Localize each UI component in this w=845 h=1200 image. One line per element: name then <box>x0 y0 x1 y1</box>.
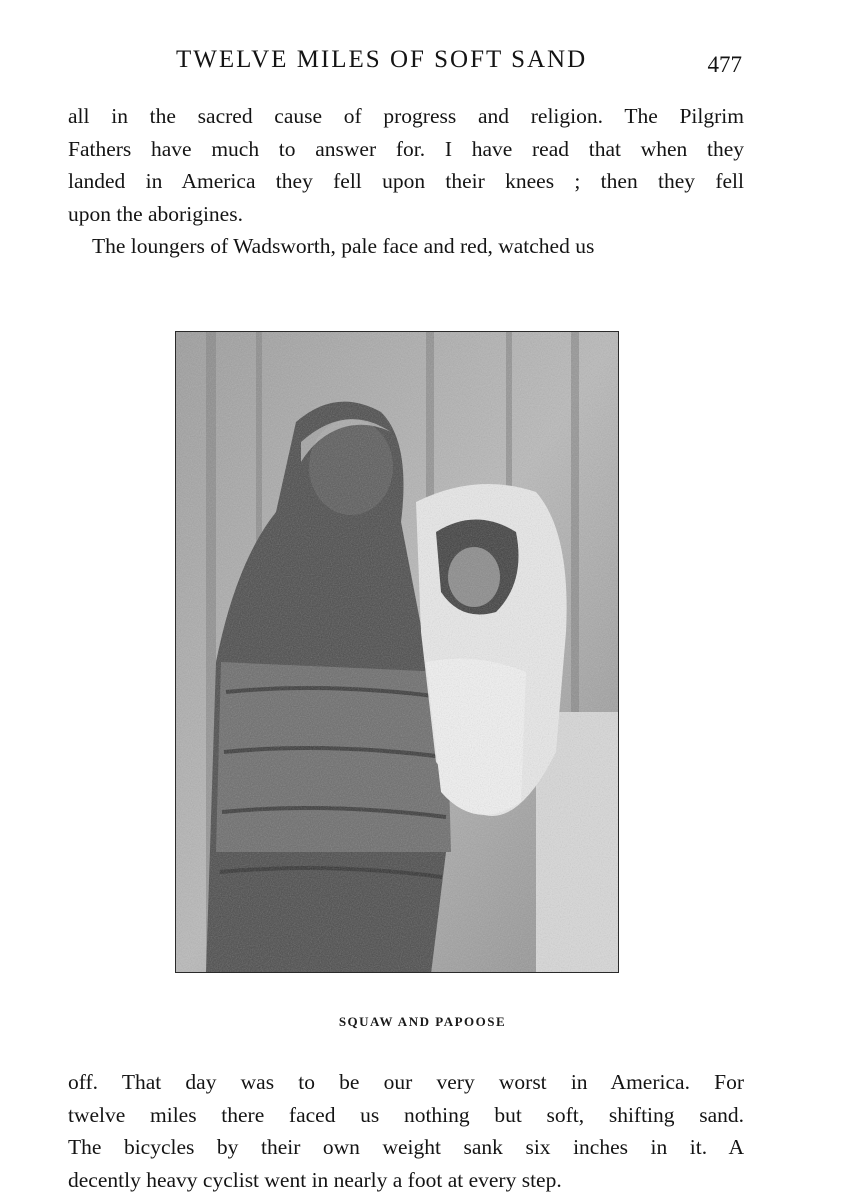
text-line: all in the sacred cause of progress and religion. The Pilgrim <box>68 104 744 128</box>
text-line: off. That day was to be our very worst in America. For <box>68 1070 744 1094</box>
text-line: twelve miles there faced us nothing but soft, shifting sand. <box>68 1102 744 1127</box>
page-number: 477 <box>707 52 742 77</box>
text-line: landed in America they fell upon their knees ; then they fell <box>68 169 744 193</box>
photograph-image <box>176 332 619 973</box>
figure-caption: SQUAW AND PAPOOSE <box>338 1014 507 1029</box>
running-title: TWELVE MILES OF SOFT SAND <box>176 46 588 73</box>
text-line: decently heavy cyclist went in nearly a foot at every step. <box>68 1167 562 1192</box>
text-line: Fathers have much to answer for. I have read that when they <box>68 136 744 161</box>
page-header <box>70 46 750 86</box>
text-line: The loungers of Wadsworth, pale face and red, watched us <box>92 234 595 258</box>
body-text-top <box>68 100 744 263</box>
text-line: The bicycles by their own weight sank six inches in it. A <box>68 1135 744 1159</box>
text-line: upon the aborigines. <box>68 201 243 226</box>
body-text-bottom <box>68 1066 744 1196</box>
photograph-squaw-and-papoose <box>175 331 619 973</box>
